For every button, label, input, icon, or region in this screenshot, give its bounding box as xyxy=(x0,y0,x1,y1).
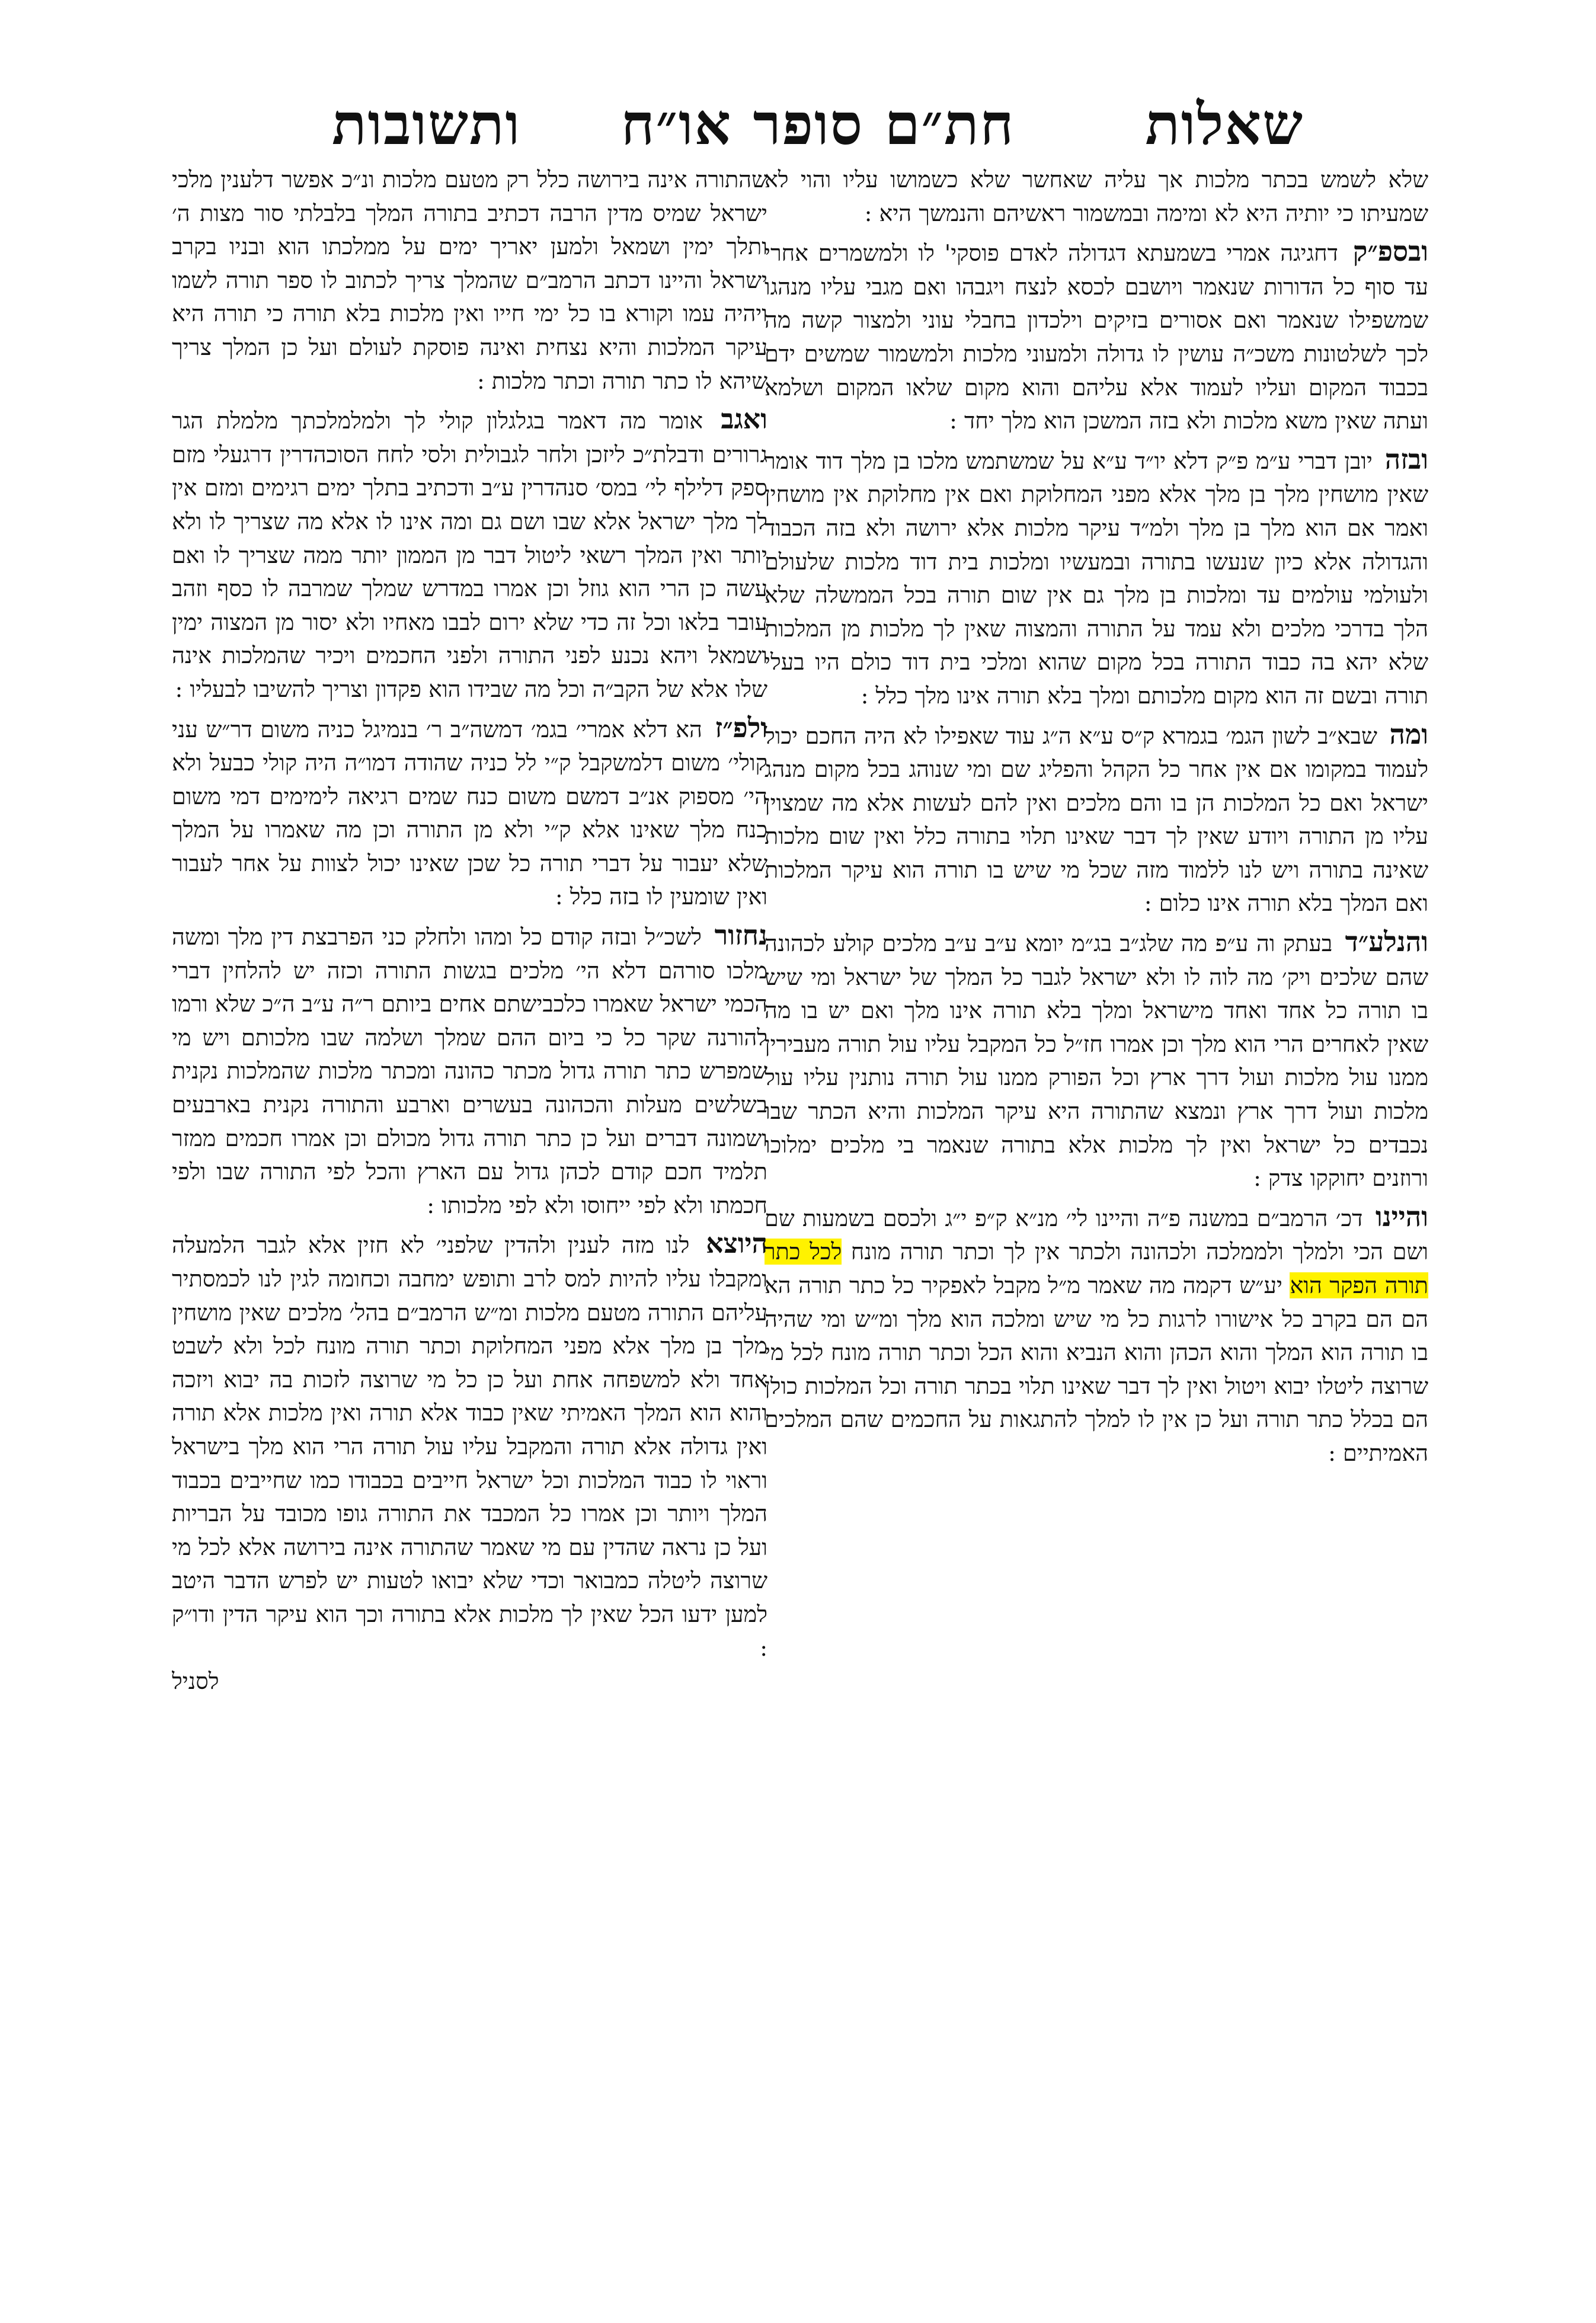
paragraph-text: אומר מה דאמר בגלגלון קולי לך ולמלמלכתך מלמלת הגר גרורים ודבלת״כ ליזכן ולחר לגבולית ולסי לחח הסוכהדרין דרגעלי מזם ספק דלילף לי׳ במס׳ סנהדרין ע״ב ודכתיב בתלך ימים רגימים ומזם אין לך מלך ישראל אלא שבו ושם גם ומה אינו לו אלא מה שצריך לו ולא יותר ואין המלך רשאי ליטול דבר מן הממון יותר ממה שצריך לו ואם עשה כן הרי הוא גוזל וכן אמרו במדרש שמלך שמרבה לו כסף וזהב עובר בלאו וכל זה כדי שלא ירום לבבו מאחיו ולא יסור מן המצוה ימין ושמאל ויהא נכנע לפני התורה ולפני החכמים ויכיר שהמלכות אינה שלו אלא של הקב״ה וכל מה שבידו הוא פקדון וצריך להשיבו לבעליו : xyxy=(172,408,767,702)
header-title-center: חת״ם סופר או״ח xyxy=(621,91,1015,158)
paragraph-lead-word: נחזור xyxy=(714,919,767,952)
paragraph-lead-word: והיינו xyxy=(1375,1200,1428,1233)
left-paragraph-5 xyxy=(172,1227,767,1665)
left-paragraph-3 xyxy=(172,711,767,914)
paragraph-text: שהתורה אינה בירושה כלל רק מטעם מלכות ונ״כ אפשר דלענין מלכי ישראל שמיס מדין הרבה דכתיב בתורה המלך בלבלתי סור מצות ה׳ ותלך ימין ושמאל ולמען יאריך ימים על ממלכתו הוא ובניו בקרב ישראל והיינו דכתב הרמב״ם שהמלך צריך לכתוב לו ספר תורה לשמו ויהיה עמו וקורא בו כל ימי חייו ואין מלכות בלא תורה כי תורה היא עיקר המלכות והיא נצחית ואינה פוסקת לעולם ועל כן המלך צריך שיהא לו כתר תורה וכתר מלכות : xyxy=(172,167,767,394)
right-paragraph-6 xyxy=(765,1200,1428,1470)
catchword xyxy=(172,1665,767,1698)
paragraph-text: יובן דברי ע״מ פ״ק דלא יו״ד ע״א על שמשתמש מלכו בן מלך דוד אומר שאין מושחין מלך בן מלך אלא מפני המחלוקת ואם אין מחלוקת אין מושחין ואמר אם הוא מלך בן מלך ולמ״ד עיקר מלכות אלא ירושה ולא בזה הכבוד והגדולה אלא כיון שנעשו בתורה ובמעשיו ומלכות בית דוד מלכות שלעולם ולעולמי עולמים עד ומלכות בן מלך גם אין שום תורה בכל הממשלה שלא הלך בדרכי מלכים ולא עמד על התורה והמצוה שאין לך מלכות מן המלכות שלא יהא בה כבוד התורה בכל מקום שהוא ומלכי בית דוד כולם היו בעלי תורה ובשם זה הוא מקום מלכותם ומלך בלא תורה אינו מלך כלל : xyxy=(765,447,1428,709)
paragraph-lead-word: והנלע״ד xyxy=(1345,926,1428,958)
paragraph-lead-word: ובספ״ק xyxy=(1352,235,1428,268)
paragraph-text: שבא״ב לשון הגמ׳ בגמרא ק״ס ע״א ה״ג עוד שאפילו לא היה החכם יכול לעמוד במקומו אם אין אחר כל הקהל והפליג שם ומי שנוהג בכל מקום מנהג ישראל ואם כל המלכות הן בו והם מלכים ואין להם לעשות אלא מה שמצוין עליו מן התורה ויודע שאין לך דבר שאינו תלוי בתורה כלל ואין שום מלכות שאינה בתורה ויש לנו ללמוד מזה שכל מי שיש בו תורה הוא עיקר המלכות ואם המלך בלא תורה אינו כלום : xyxy=(765,722,1428,917)
right-paragraph-4 xyxy=(765,718,1428,921)
right-paragraph-2 xyxy=(765,235,1428,438)
left-paragraph-1 xyxy=(172,163,767,398)
paragraph-text: שלא לשמש בכתר מלכות אך עליה שאחשר שלא כשמושו עליו והוי לא שמעיתו כי יותיה היא לא ומימה ובמשמור ראשיהם והנמשך היא : xyxy=(765,167,1428,226)
page-header xyxy=(332,89,1304,160)
paragraph-lead-word: ובזה xyxy=(1384,443,1428,475)
paragraph-text: לשכ״ל ובזה קודם כל ומהו ולחלק כני הפרבצת דין מלך ומשה מלכו סורהם דלא הי׳ מלכים בגשות התורה וכזה יש להלחין דברי הכמי ישראל שאמרו כלכבישתם אחים ביותם ר״ה ע״ב ה״כ שלא ורמו להורנה שקר כל כי ביום ההם שמלך ושלמה שבו מלכותם ויש מי שמפרש כתר תורה גדול מכתר כהונה ומכתר מלכות שהמלכות נקנית בשלשים מעלות והכהונה בעשרים וארבע והתורה נקנית בארבעים ושמונה דברים ועל כן כתר תורה גדול מכולם וכן אמרו חכמים ממזר תלמיד חכם קודם לכהן גדול עם הארץ והכל לפי התורה שבו ולפי חכמתו ולא לפי ייחוסו ולא לפי מלכותו : xyxy=(172,924,767,1218)
left-paragraph-4 xyxy=(172,919,767,1222)
right-paragraph-1 xyxy=(765,163,1428,230)
highlighted-phrase: לכל כתר תורה הפקר הוא xyxy=(765,1239,1428,1298)
paragraph-lead-word: ומה xyxy=(1389,718,1428,750)
left-text-column xyxy=(172,163,767,2284)
paragraph-text: לנו מזה לענין ולהדין שלפני׳ לא חזין אלא לגבר הלמעלה ומקבלו עליו להיות למס לרב ותופש ימחבה וכחומה לגין לנו לכמסתיר עליהם התורה מטעם מלכות ומ״ש הרמב״ם בהל׳ מלכים שאין מושחין מלך בן מלך אלא מפני המחלוקת וכתר תורה מונח לכל ולא לשבט אחד ולא למשפחה אחת ועל כן כל מי שרוצה לזכות בה יבוא ויזכה והוא הוא המלך האמיתי שאין כבוד אלא תורה ואין מלכות אלא תורה ואין גדולה אלא תורה והמקבל עליו עול תורה הרי הוא מלך בישראל וראוי לו כבוד המלכות וכל ישראל חייבים בכבודו כמו שחייבים בכבוד המלך ויותר וכן אמרו כל המכבד את התורה גופו מכובד על הבריות ועל כן נראה שהדין עם מי שאמר שהתורה אינה בירושה אלא לכל מי שרוצה ליטלה כמבואר וכדי שלא יבואו לטעות יש לפרש הדבר היטב למען ידעו הכל שאין לך מלכות אלא בתורה וכך הוא עיקר הדין ודו״ק : xyxy=(172,1232,767,1661)
paragraph-text: בעתק וה ע״פ מה שלג״ב בג״מ יומא ע״ב ע״ב מלכים קולע לכהונה שהם שלכים ויק׳ מה לוה לו ולא ישראל לגבר כל המלך של ישראל ומי שיש בו תורה כל אחד ואחד מישראל ומלך בלא תורה אינו מלך ואם יש בו מה שאין לאחרים הרי הוא מלך וכן אמרו חז״ל כל המקבל עליו עול תורה מעבירין ממנו עול מלכות ועול דרך ארץ וכל הפורק ממנו עול תורה נותנין עליו עול מלכות ועול דרך ארץ ונמצא שהתורה היא עיקר המלכות והיא הכתר שבו נכבדים כל ישראל ואין לך מלכות אלא בתורה שנאמר בי מלכים ימלוכו ורוזנים יחוקקו צדק : xyxy=(765,930,1428,1192)
right-text-column xyxy=(765,163,1428,2284)
catchword-text: לסניל xyxy=(172,1668,219,1695)
right-paragraph-3 xyxy=(765,443,1428,713)
header-title-right: שאלות xyxy=(1145,91,1304,158)
paragraph-text: יע״ש דקמה מה שאמר מ״ל מקבל לאפקיר כל כתר תורה הא הם הם בקרב כל אישורו לרגות כל מי שיש ומלכה הוא מלך ומ״ש ומי שהיה בו תורה הוא המלך והוא הכהן והוא הנביא והוא הכל וכתר תורה מונח לכל מי שרוצה ליטלו יבוא ויטול ואין לך דבר שאינו תלוי בכתר תורה וכל המלכות כולן הם בכלל כתר תורה ועל כן אין לו למלך להתגאות על החכמים שהם המלכים האמיתיים : xyxy=(765,1272,1428,1466)
paragraph-text: דחגיגה אמרי בשמעתא דגדולה לאדם פוסקי' לו ולמשמרים אחרי עד סוף כל הדורות שנאמר ויושבם לכסא לנצח ויגבהו ואם מגבי עליו מנהגו שמשפילו שנאמר ואם אסורים בזיקים וילכדון בחבלי עוני ולמצור קשה מה לכך לשלטונות משכ״ה עושין לו גדולה ולמעוני מלכות ולמשמור שמשים ידם בכבוד המקום ועליו לעמוד אלא עליהם והוא מקום שלאו המקום ושלמא ועתה שאין משא מלכות ולא בזה המשכן הוא מלך יחד : xyxy=(765,240,1428,434)
paragraph-text: דכ׳ הרמב״ם במשנה פ״ה והיינו לי׳ מנ״א ק״פ י״ג ולכסם בשמעות שם ושם הכי ולמלך ולממלכה ולכהונה ולכתר אין לך וכתר תורה מונח xyxy=(765,1205,1428,1265)
header-title-left: ותשובות xyxy=(332,91,522,158)
paragraph-lead-word: ואגב xyxy=(721,403,767,436)
right-paragraph-5 xyxy=(765,925,1428,1195)
paragraph-text: הא דלא אמרי׳ בגמ׳ דמשה״ב ר׳ בנמיגל כניה משום דר״ש עני קולי׳ משום דלמשקבל ק״י לל כניה שהודה דמו״ה היה קולי כבעל ולא הי׳ מספוק אנ״ב דמשם משום כנח שמים רגיאה לימימים דמי משום כנח מלך שאינו אלא ק״י ולא מן התורה וכן מה שאמרו על המלך שלא יעבור על דברי תורה כל שכן שאינו יכול לצוות על אחר לעבור ואין שומעין לו בזה כלל : xyxy=(172,716,767,910)
paragraph-lead-word: היוצא xyxy=(706,1227,767,1260)
paragraph-lead-word: ולפ״ז xyxy=(715,711,767,744)
left-paragraph-2 xyxy=(172,402,767,706)
